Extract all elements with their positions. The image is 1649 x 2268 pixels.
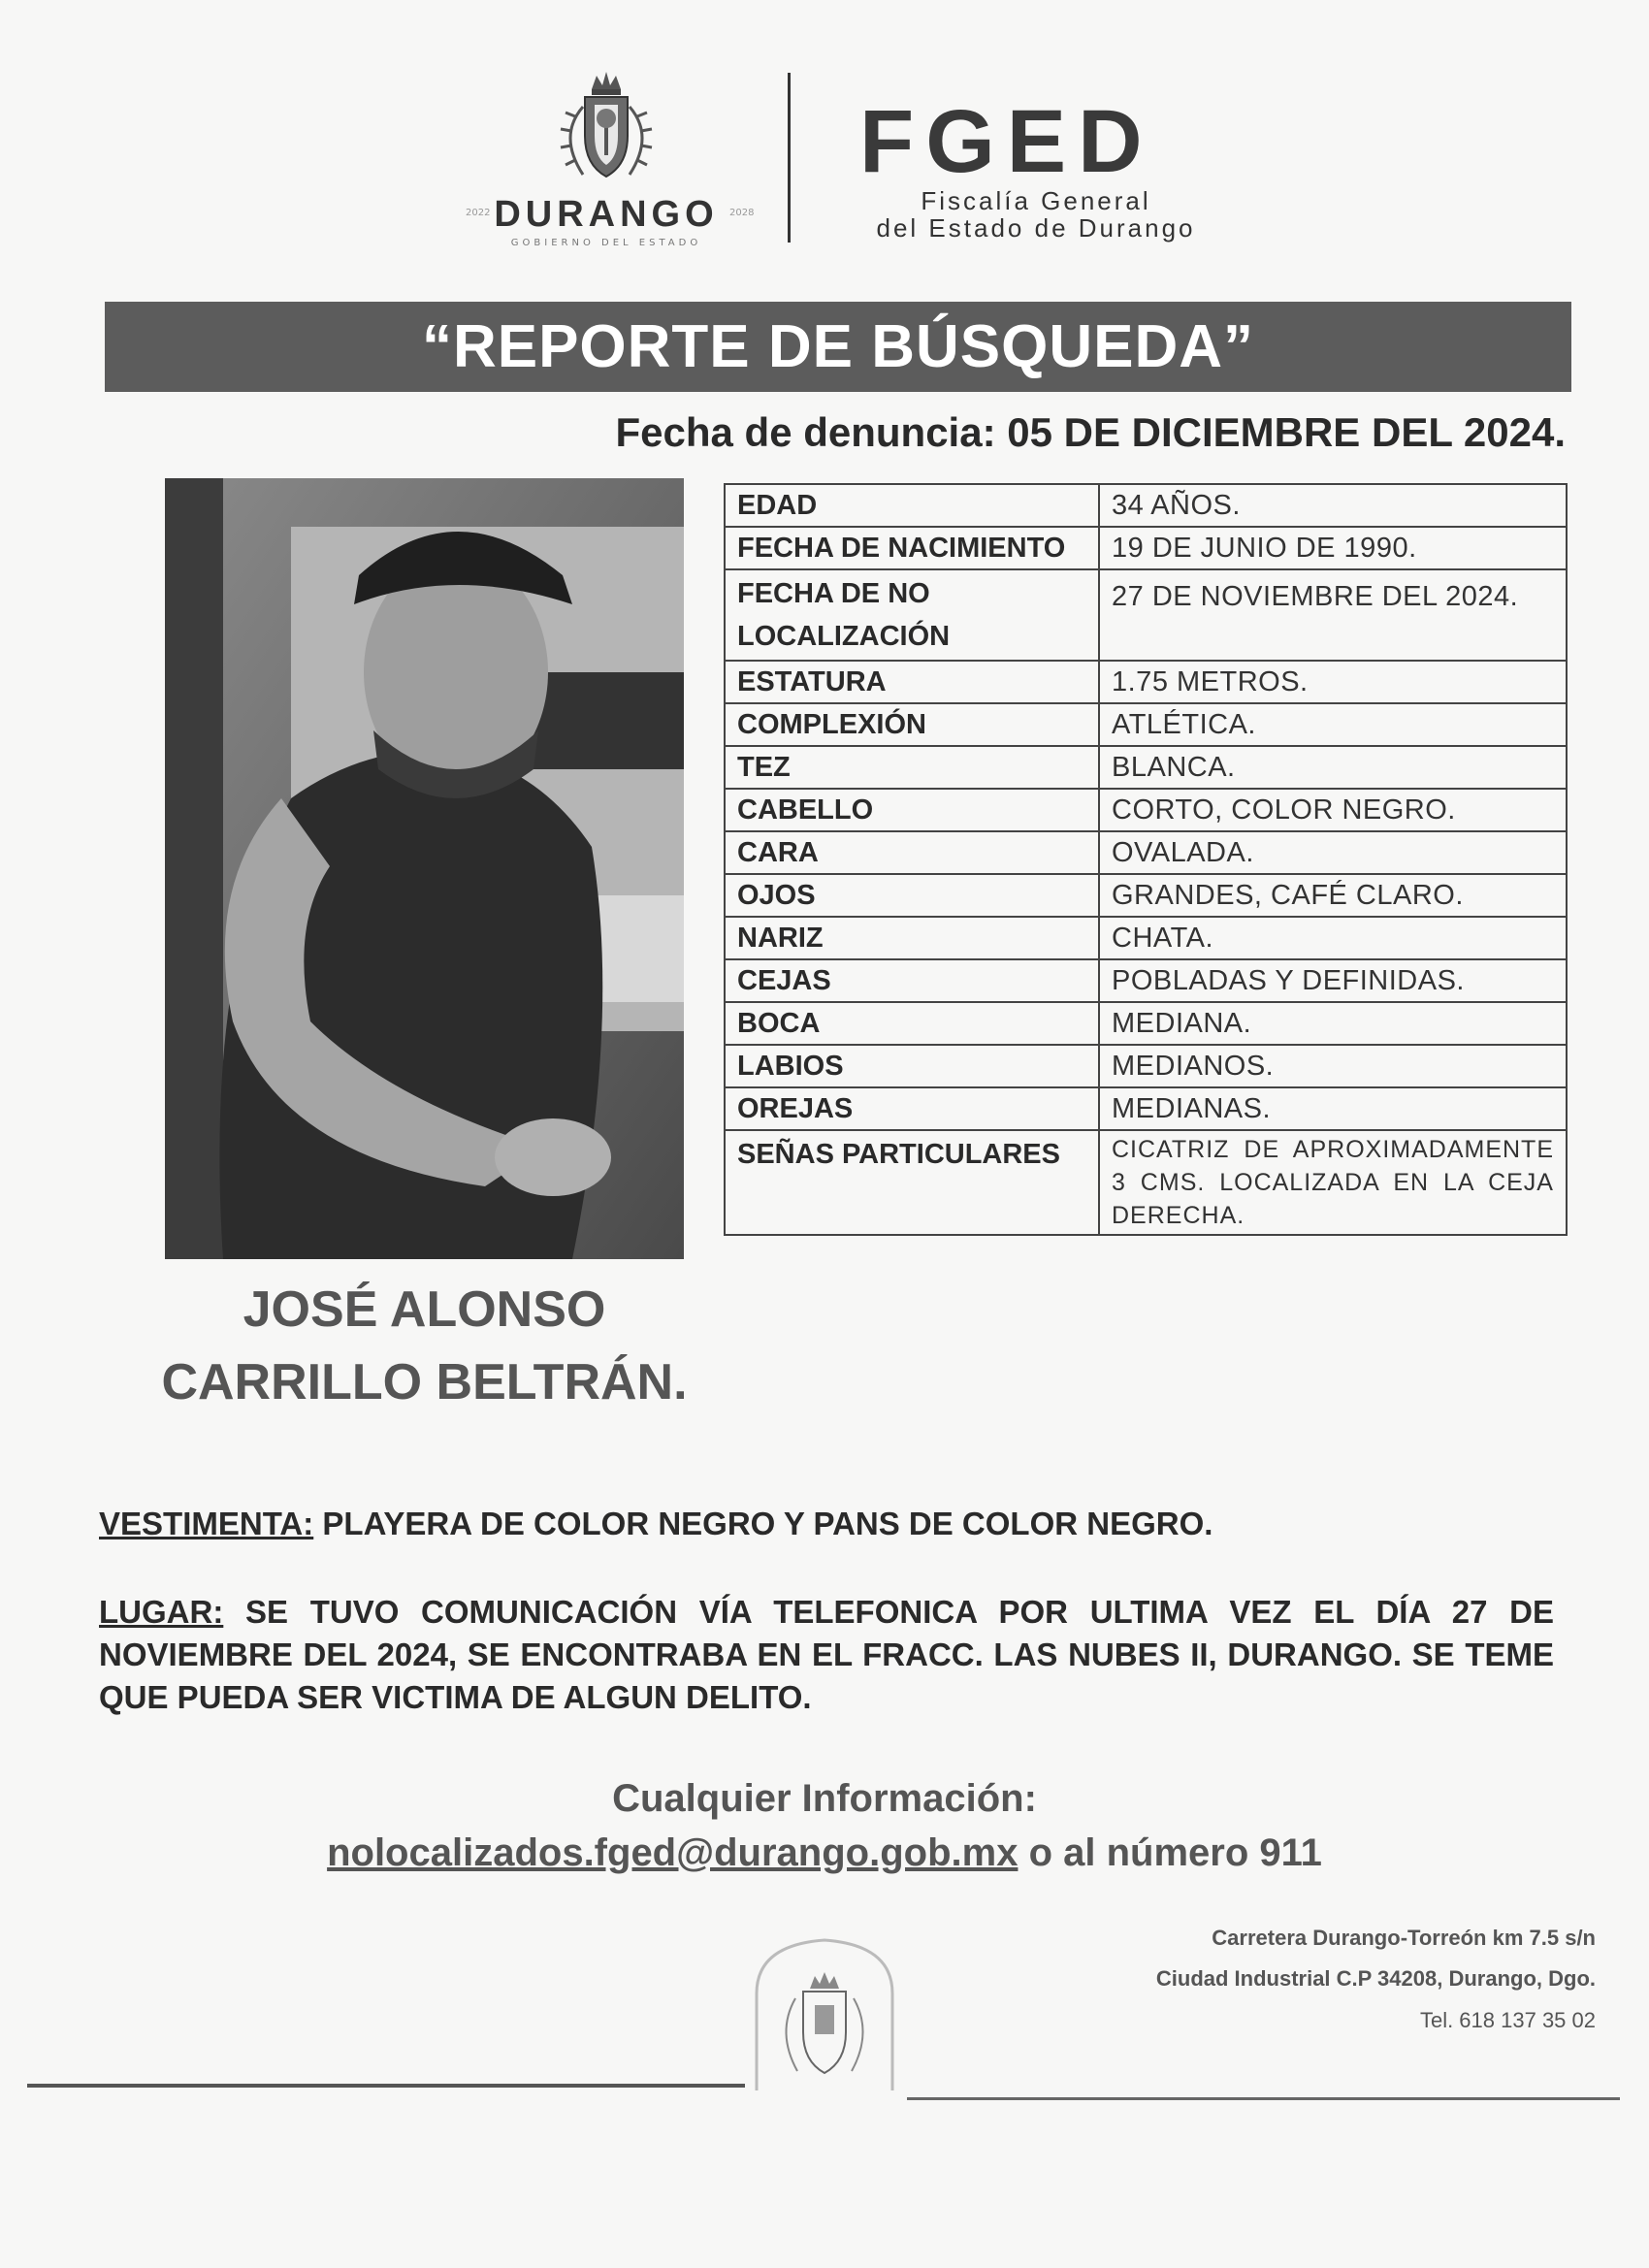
table-row	[725, 527, 1567, 569]
header-divider	[788, 73, 791, 243]
table-row	[725, 661, 1567, 703]
row-value: MEDIANOS.	[1099, 1045, 1567, 1087]
row-label: CEJAS	[725, 959, 1099, 1002]
table-row	[725, 1045, 1567, 1087]
report-date: Fecha de denuncia: 05 DE DICIEMBRE DEL 2024.	[615, 409, 1566, 455]
table-row	[725, 917, 1567, 959]
row-label: CARA	[725, 831, 1099, 874]
footer-seal	[737, 1935, 912, 2100]
row-label: BOCA	[725, 1002, 1099, 1045]
row-label: FECHA DE NO LOCALIZACIÓN	[725, 569, 1099, 661]
row-value: ATLÉTICA.	[1099, 703, 1567, 746]
contact-heading: Cualquier Información:	[612, 1777, 1037, 1820]
table-row	[725, 1087, 1567, 1130]
contact-email-link[interactable]: nolocalizados.fged@durango.gob.mx	[327, 1831, 1018, 1874]
table-row	[725, 703, 1567, 746]
clothing-text: PLAYERA DE COLOR NEGRO Y PANS DE COLOR NEGRO.	[313, 1506, 1213, 1541]
location-label: LUGAR:	[99, 1594, 224, 1630]
location-text: SE TUVO COMUNICACIÓN VÍA TELEFONICA POR ULTIMA VEZ EL DÍA 27 DE NOVIEMBRE DEL 2024, SE ENCONTRABA EN EL FRACC. LAS NUBES II, DURANGO. SE TEME QUE PUEDA SER VICTIMA DE ALGUN DELITO.	[99, 1594, 1554, 1715]
row-label: NARIZ	[725, 917, 1099, 959]
row-label: SEÑAS PARTICULARES	[725, 1130, 1099, 1235]
row-value: MEDIANA.	[1099, 1002, 1567, 1045]
contact-phone-text: o al número 911	[1018, 1831, 1322, 1874]
footer-rule-right	[907, 2097, 1620, 2100]
footer-rule-left	[27, 2084, 745, 2088]
fged-seal-icon	[737, 1935, 912, 2100]
table-row	[725, 484, 1567, 527]
row-value: CHATA.	[1099, 917, 1567, 959]
location-paragraph	[99, 1591, 1554, 1719]
fged-logo: FGED	[859, 92, 1154, 191]
logo-year-left: 2022	[466, 208, 491, 218]
row-value: CORTO, COLOR NEGRO.	[1099, 789, 1567, 831]
table-row	[725, 1130, 1567, 1235]
row-value: CICATRIZ DE APROXIMADAMENTE 3 CMS. LOCALIZADA EN LA CEJA DERECHA.	[1099, 1130, 1567, 1235]
durango-subtitle: GOBIERNO DEL ESTADO	[510, 238, 702, 248]
row-label: EDAD	[725, 484, 1099, 527]
row-label: OREJAS	[725, 1087, 1099, 1130]
person-name-line1: JOSÉ ALONSO	[242, 1281, 606, 1338]
table-row	[725, 746, 1567, 789]
row-label: COMPLEXIÓN	[725, 703, 1099, 746]
table-row	[725, 959, 1567, 1002]
row-label: FECHA DE NACIMIENTO	[725, 527, 1099, 569]
row-value: BLANCA.	[1099, 746, 1567, 789]
clothing-paragraph	[99, 1506, 1564, 1542]
table-row	[725, 1002, 1567, 1045]
row-label: LABIOS	[725, 1045, 1099, 1087]
row-value: MEDIANAS.	[1099, 1087, 1567, 1130]
fged-name-line2: del Estado de Durango	[876, 213, 1196, 243]
row-value: OVALADA.	[1099, 831, 1567, 874]
table-row	[725, 789, 1567, 831]
row-label: ESTATURA	[725, 661, 1099, 703]
table-row	[725, 874, 1567, 917]
row-value: 19 DE JUNIO DE 1990.	[1099, 527, 1567, 569]
contact-line	[0, 1831, 1649, 1875]
table-row	[725, 569, 1567, 661]
footer-address-line1: Carretera Durango-Torreón km 7.5 s/n	[1212, 1926, 1596, 1950]
fged-name-line1: Fiscalía General	[921, 186, 1151, 215]
missing-person-photo	[165, 478, 684, 1259]
details-table	[724, 483, 1568, 1236]
table-row	[725, 831, 1567, 874]
person-photo-image	[165, 478, 684, 1259]
row-value: POBLADAS Y DEFINIDAS.	[1099, 959, 1567, 1002]
row-label: CABELLO	[725, 789, 1099, 831]
durango-wordmark: DURANGO	[494, 194, 719, 235]
footer-phone: Tel. 618 137 35 02	[1419, 2008, 1596, 2032]
clothing-label: VESTIMENTA:	[99, 1506, 314, 1541]
row-label: OJOS	[725, 874, 1099, 917]
page-title: “REPORTE DE BÚSQUEDA”	[421, 313, 1255, 380]
row-value: GRANDES, CAFÉ CLARO.	[1099, 874, 1567, 917]
person-name-line2: CARRILLO BELTRÁN.	[161, 1354, 688, 1410]
row-value: 1.75 METROS.	[1099, 661, 1567, 703]
row-label: TEZ	[725, 746, 1099, 789]
footer-address-line2: Ciudad Industrial C.P 34208, Durango, Dgo.	[1155, 1966, 1596, 1991]
durango-logo	[456, 68, 757, 252]
row-value: 27 DE NOVIEMBRE DEL 2024.	[1099, 569, 1567, 661]
logo-year-right: 2028	[729, 208, 755, 218]
row-value: 34 AÑOS.	[1099, 484, 1567, 527]
durango-crest-icon	[538, 68, 674, 194]
